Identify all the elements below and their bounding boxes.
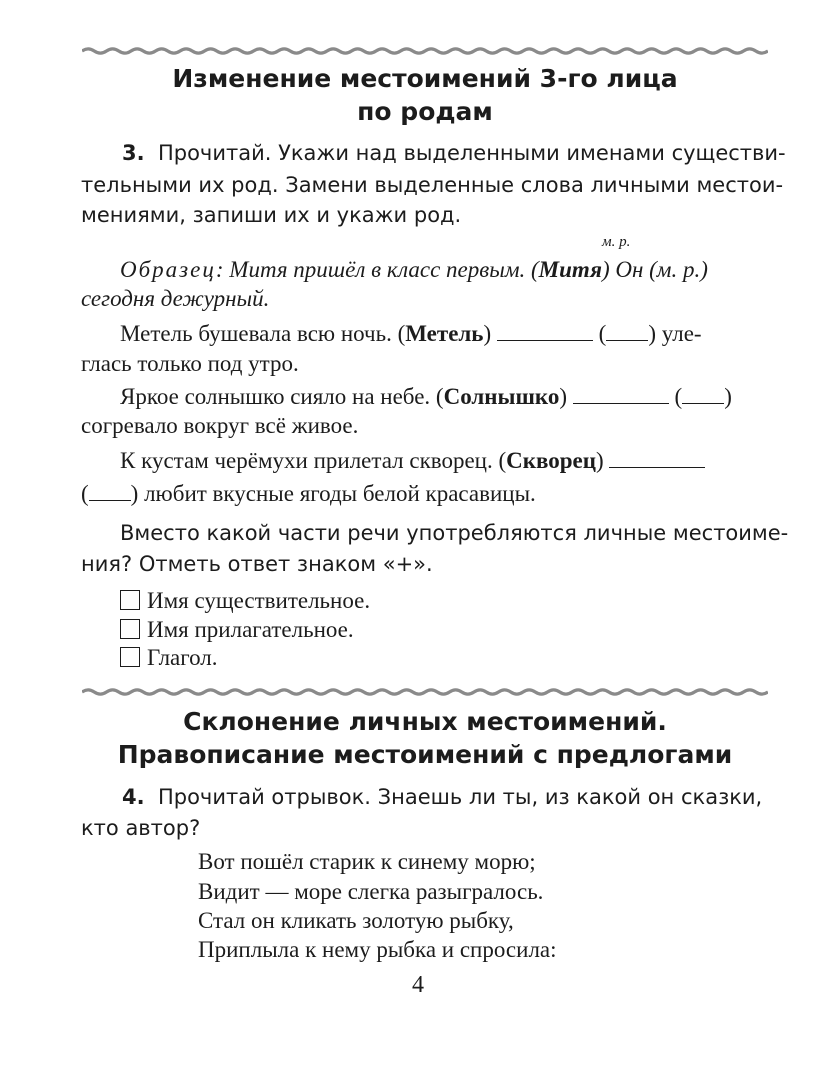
checkbox-noun[interactable] bbox=[120, 590, 140, 610]
sentence-1-line2: глась только под утро. bbox=[81, 351, 299, 376]
wave-line bbox=[82, 49, 768, 53]
sentence-1-close: ) уле- bbox=[648, 321, 702, 346]
exercise-3-number: 3. bbox=[122, 141, 145, 165]
sample-text-2: ) Он ( bbox=[601, 257, 657, 282]
sentence-3-rest: ) любит вкусные ягоды белой красавицы. bbox=[130, 481, 536, 506]
checkbox-adjective[interactable] bbox=[120, 619, 140, 639]
exercise-4-number: 4. bbox=[122, 785, 145, 809]
exercise-4-instruction-1: Прочитай отрывок. Знаешь ли ты, из какой он сказки, bbox=[157, 785, 763, 809]
sample-colon: : bbox=[215, 257, 224, 282]
sample-line-2: сегодня дежурный. bbox=[81, 286, 270, 311]
question-line-1: Вместо какой части речи употребляются личные местоиме- bbox=[120, 521, 789, 545]
exercise-4-instruction-2: кто автор? bbox=[81, 816, 201, 840]
middle-wave-divider bbox=[82, 685, 768, 699]
sample-text-1: Митя пришёл в класс первым. ( bbox=[223, 257, 539, 282]
option-verb bbox=[120, 645, 218, 671]
sample-gender-note: м. р. bbox=[602, 234, 631, 250]
sentence-2-open-paren: ( bbox=[674, 384, 683, 409]
exercise-3-instruction-1: Прочитай. Укажи над выделенными именами существи- bbox=[157, 141, 786, 165]
poem-line-1: Вот пошёл старик к синему морю; bbox=[198, 849, 536, 874]
answer-blank-gender-2[interactable] bbox=[682, 385, 724, 404]
sentence-2-line2: согревало вокруг всё живое. bbox=[81, 413, 359, 438]
sentence-2-close-paren: ) bbox=[724, 384, 732, 409]
answer-blank-gender-3[interactable] bbox=[89, 482, 131, 501]
sentence-1-bold: Метель bbox=[405, 321, 484, 346]
sample-gender: м. р. bbox=[656, 257, 701, 282]
option-adjective-label: Имя прилагательное. bbox=[147, 617, 354, 642]
sample-line-1 bbox=[120, 257, 708, 283]
top-wave-divider bbox=[82, 44, 768, 58]
sentence-3-start: К кустам черёмухи прилетал скворец. ( bbox=[120, 448, 507, 473]
sentence-1-start: Метель бушевала всю ночь. ( bbox=[120, 321, 406, 346]
section-title-2 bbox=[80, 705, 770, 771]
option-adjective bbox=[120, 617, 354, 643]
sentence-2-bold: Солнышко bbox=[443, 384, 560, 409]
sentence-1-after-bold: ) bbox=[483, 321, 492, 346]
section-title-1-line1: Изменение местоимений 3-го лица bbox=[172, 64, 678, 93]
sentence-3-line1 bbox=[120, 448, 705, 474]
sentence-1-open-paren: ( bbox=[598, 321, 607, 346]
sentence-1-line1 bbox=[120, 321, 702, 347]
section-title-1 bbox=[80, 62, 770, 128]
sentence-2-after-bold: ) bbox=[559, 384, 568, 409]
sample-bold-word: Митя bbox=[538, 257, 602, 282]
exercise-3-instruction-2: тельными их род. Замени выделенные слова личными местои- bbox=[81, 173, 784, 197]
section-title-1-line2: по родам bbox=[357, 97, 493, 126]
option-verb-label: Глагол. bbox=[147, 645, 218, 670]
answer-blank-pronoun-2[interactable] bbox=[573, 385, 669, 404]
poem-line-4: Приплыла к нему рыбка и спросила: bbox=[198, 937, 557, 962]
answer-blank-gender-1[interactable] bbox=[606, 322, 648, 341]
exercise-3-line1 bbox=[122, 141, 786, 165]
question-line-2: ния? Отметь ответ знаком «+». bbox=[81, 552, 433, 576]
page-number: 4 bbox=[412, 972, 424, 998]
wave-line bbox=[82, 690, 768, 694]
section-title-2-line1: Склонение личных местоимений. bbox=[183, 707, 667, 736]
option-noun-label: Имя существительное. bbox=[147, 588, 371, 613]
exercise-4-line1 bbox=[122, 785, 762, 809]
sentence-3-open-paren: ( bbox=[81, 481, 89, 506]
sample-text-3: ) bbox=[700, 257, 708, 282]
option-noun bbox=[120, 588, 370, 614]
sentence-3-after-bold: ) bbox=[596, 448, 604, 473]
checkbox-verb[interactable] bbox=[120, 647, 140, 667]
answer-blank-pronoun-1[interactable] bbox=[497, 322, 593, 341]
sample-label: Образец bbox=[120, 257, 216, 282]
sentence-2-line1 bbox=[120, 384, 732, 410]
poem-line-2: Видит — море слегка разыгралось. bbox=[198, 879, 544, 904]
sentence-3-bold: Скворец bbox=[506, 448, 597, 473]
poem-line-3: Стал он кликать золотую рыбку, bbox=[198, 908, 514, 933]
section-title-2-line2: Правописание местоимений с предлогами bbox=[117, 740, 733, 769]
sentence-3-line2 bbox=[81, 481, 536, 507]
exercise-3-instruction-3: мениями, запиши их и укажи род. bbox=[81, 203, 462, 227]
answer-blank-pronoun-3[interactable] bbox=[609, 449, 705, 468]
sentence-2-start: Яркое солнышко сияло на небе. ( bbox=[120, 384, 444, 409]
